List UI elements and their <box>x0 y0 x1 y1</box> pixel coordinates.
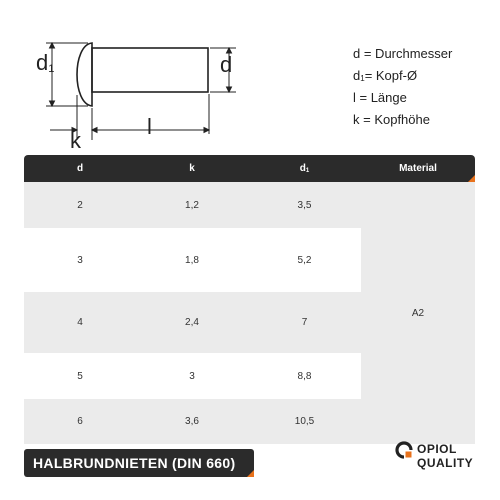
legend-row <box>353 87 452 109</box>
cell-k: 1,8 <box>136 228 248 292</box>
l-dimension-label: l <box>147 114 152 139</box>
legend-text: = Länge <box>355 90 407 105</box>
legend-row <box>353 43 452 65</box>
legend-text: = Kopfhöhe <box>359 112 430 127</box>
product-title-badge <box>24 449 254 477</box>
cell-material: A2 <box>361 182 475 444</box>
logo-line2: QUALITY <box>417 456 474 470</box>
legend-symbol-sub: 1 <box>360 74 365 83</box>
logo-line1: OPIOL <box>417 442 457 456</box>
legend-symbol: k <box>353 112 360 127</box>
header-d: d <box>24 155 136 182</box>
legend-text: = Kopf-Ø <box>364 68 418 83</box>
cell-d1: 8,8 <box>248 353 361 399</box>
rivet-shank <box>92 48 208 92</box>
symbol-legend <box>353 43 452 131</box>
table-header-row <box>24 155 475 182</box>
cell-d1: 10,5 <box>248 399 361 444</box>
table-row <box>24 182 475 228</box>
cell-d: 3 <box>24 228 136 292</box>
legend-row <box>353 65 452 87</box>
accent-corner <box>247 470 254 477</box>
header-k: k <box>136 155 248 182</box>
d1-label-sub: 1 <box>48 63 55 75</box>
d1-dimension-label <box>36 50 54 76</box>
legend-row <box>353 109 452 131</box>
rivet-head <box>77 43 92 106</box>
legend-symbol: d <box>353 68 361 83</box>
header-d1 <box>248 155 361 182</box>
header-d1-text: d <box>299 163 306 174</box>
legend-text: = Durchmesser <box>360 46 453 61</box>
cell-d: 2 <box>24 182 136 228</box>
product-title: HALBRUNDNIETEN (DIN 660) <box>33 455 236 471</box>
cell-d1: 7 <box>248 292 361 353</box>
cell-d1: 3,5 <box>248 182 361 228</box>
cell-k: 1,2 <box>136 182 248 228</box>
header-material: Material <box>361 155 475 182</box>
logo-mark-icon <box>395 441 413 459</box>
legend-symbol: d <box>353 46 361 61</box>
cell-d: 6 <box>24 399 136 444</box>
cell-d: 4 <box>24 292 136 353</box>
spec-table <box>24 155 475 444</box>
brand-logo <box>395 437 485 477</box>
header-d1-sub: 1 <box>305 168 310 174</box>
cell-d1: 5,2 <box>248 228 361 292</box>
legend-symbol: l <box>353 90 356 105</box>
cell-d: 5 <box>24 353 136 399</box>
cell-k: 3 <box>136 353 248 399</box>
cell-k: 2,4 <box>136 292 248 353</box>
d-dimension-label: d <box>220 52 233 77</box>
cell-k: 3,6 <box>136 399 248 444</box>
k-dimension-label: k <box>70 128 81 153</box>
d1-label-text: d <box>36 50 49 75</box>
